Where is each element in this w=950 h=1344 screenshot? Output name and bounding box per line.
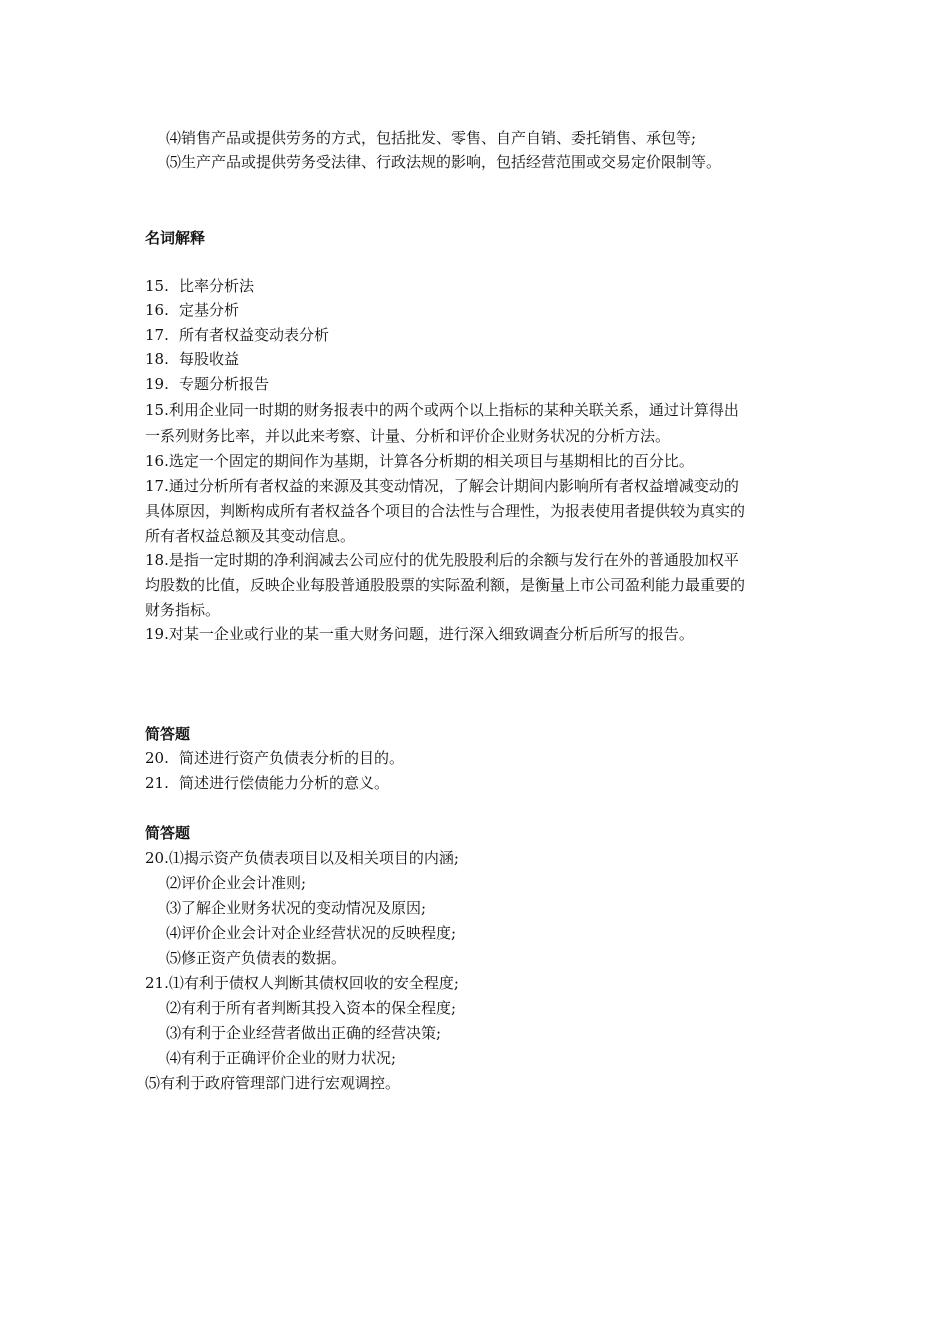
question-number: 19. (145, 375, 169, 393)
question-number: 18. (145, 350, 169, 368)
answer-line: ⑶有利于企业经营者做出正确的经营决策; (166, 1024, 442, 1042)
answer-line: ⑸修正资产负债表的数据。 (166, 949, 347, 967)
question-number: 16. (145, 301, 169, 319)
section-heading-terms: 名词解释 (145, 229, 206, 247)
answer-line: 所有者权益总额及其变动信息。 (145, 527, 356, 545)
section-heading-short-questions: 简答题 (145, 725, 191, 743)
answer-line: 18.是指一定时期的净利润减去公司应付的优先股股利后的余额与发行在外的普通股加权平 (145, 551, 739, 569)
answer-line: ⑷评价企业会计对企业经营状况的反映程度; (166, 924, 457, 942)
term-question (145, 372, 269, 396)
answer-line: 财务指标。 (145, 601, 221, 619)
question-number: 20. (145, 749, 169, 767)
answer-line: 均股数的比值，反映企业每股普通股股票的实际盈利额，是衡量上市公司盈利能力最重要的 (145, 576, 746, 594)
term-question (145, 298, 239, 322)
short-question (145, 771, 389, 795)
question-text: 简述进行资产负债表分析的目的。 (179, 749, 405, 767)
answer-line: ⑶了解企业财务状况的变动情况及原因; (166, 899, 427, 917)
term-question (145, 323, 329, 347)
answer-line: 20.⑴揭示资产负债表项目以及相关项目的内涵; (145, 849, 459, 867)
answer-line: 16.选定一个固定的期间作为基期，计算各分析期的相关项目与基期相比的百分比。 (145, 452, 694, 470)
answer-line: ⑷有利于正确评价企业的财力状况; (166, 1049, 397, 1067)
short-question (145, 746, 404, 770)
question-text: 每股收益 (179, 350, 240, 368)
answer-line: ⑸有利于政府管理部门进行宏观调控。 (145, 1074, 401, 1092)
answer-line: 一系列财务比率，并以此来考察、计量、分析和评价企业财务状况的分析方法。 (145, 427, 671, 445)
term-question (145, 274, 254, 298)
question-text: 专题分析报告 (179, 375, 270, 393)
section-heading-short-answers: 简答题 (145, 824, 191, 842)
answer-line: 19.对某一企业或行业的某一重大财务问题，进行深入细致调查分析后所写的报告。 (145, 625, 694, 643)
intro-item: ⑷销售产品或提供劳务的方式，包括批发、零售、自产自销、委托销售、承包等; (166, 129, 697, 147)
answer-line: ⑵有利于所有者判断其投入资本的保全程度; (166, 999, 457, 1017)
question-number: 15. (145, 277, 169, 295)
question-text: 简述进行偿债能力分析的意义。 (179, 774, 390, 792)
term-question (145, 347, 239, 371)
question-text: 所有者权益变动表分析 (179, 326, 330, 344)
answer-line: 15.利用企业同一时期的财务报表中的两个或两个以上指标的某种关联关系，通过计算得出 (145, 401, 739, 419)
question-text: 比率分析法 (179, 277, 255, 295)
answer-line: 具体原因，判断构成所有者权益各个项目的合法性与合理性，为报表使用者提供较为真实的 (145, 502, 746, 520)
answer-line: 21.⑴有利于债权人判断其债权回收的安全程度; (145, 974, 459, 992)
question-number: 21. (145, 774, 169, 792)
answer-line: 17.通过分析所有者权益的来源及其变动情况，了解会计期间内影响所有者权益增减变动的 (145, 477, 739, 495)
answer-line: ⑵评价企业会计准则; (166, 874, 307, 892)
question-number: 17. (145, 326, 169, 344)
intro-item: ⑸生产产品或提供劳务受法律、行政法规的影响，包括经营范围或交易定价限制等。 (166, 153, 722, 171)
question-text: 定基分析 (179, 301, 240, 319)
